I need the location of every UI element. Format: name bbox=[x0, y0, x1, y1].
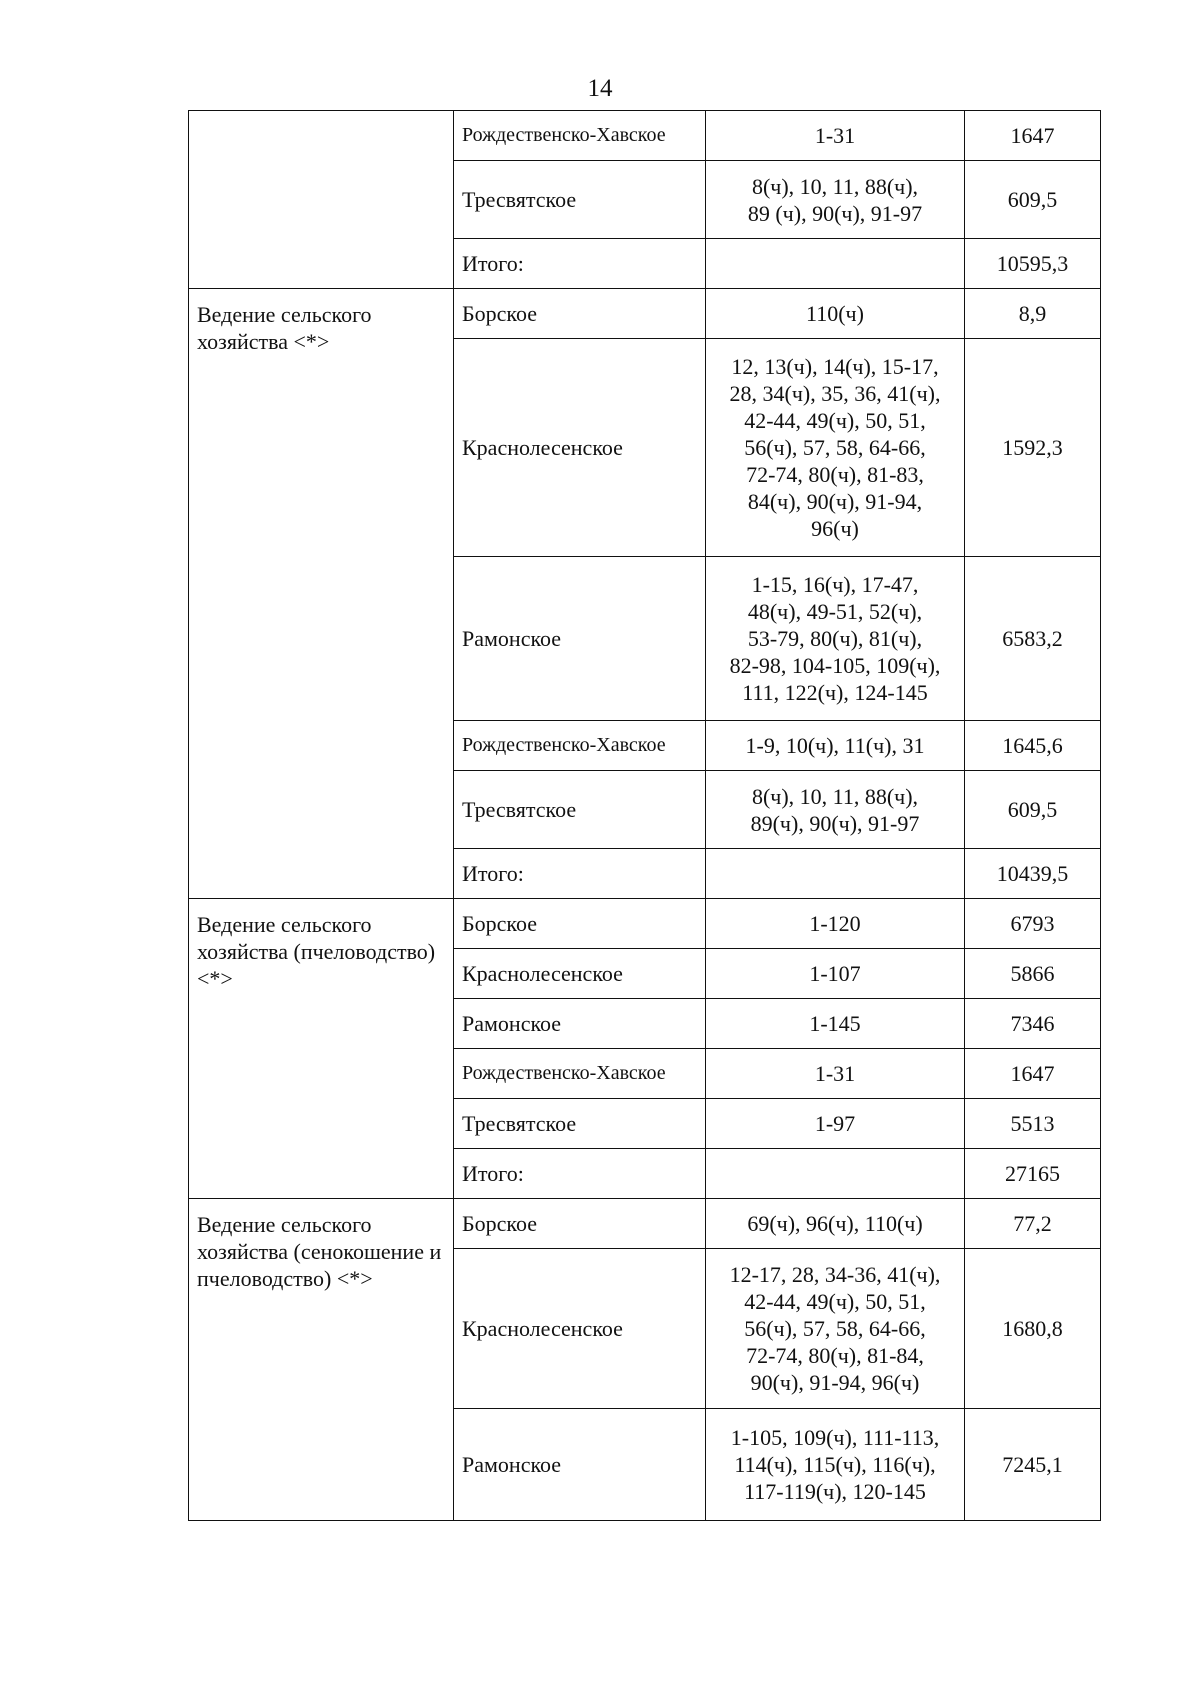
forestry-cell: Борское bbox=[454, 899, 706, 949]
blocks-line: 1-97 bbox=[814, 1111, 856, 1136]
blocks-line: 12-17, 28, 34-36, 41(ч), bbox=[729, 1262, 941, 1287]
area-cell: 7245,1 bbox=[965, 1409, 1101, 1521]
area-cell: 5866 bbox=[965, 949, 1101, 999]
blocks-line: 89 (ч), 90(ч), 91-97 bbox=[747, 200, 923, 226]
blocks-line: 56(ч), 57, 58, 64-66, bbox=[744, 1316, 926, 1341]
blocks-line: 1-31 bbox=[814, 1061, 856, 1086]
blocks-line: 42-44, 49(ч), 50, 51, bbox=[744, 408, 926, 433]
blocks-cell bbox=[706, 999, 965, 1049]
forestry-cell: Краснолесенское bbox=[454, 1249, 706, 1409]
page-number: 14 bbox=[587, 75, 613, 102]
forestry-cell: Рождественско-Хавское bbox=[454, 111, 706, 161]
purpose-cell bbox=[189, 111, 454, 289]
forestry-cell: Рамонское bbox=[454, 1409, 706, 1521]
area-cell: 1645,6 bbox=[965, 721, 1101, 771]
blocks-cell bbox=[706, 289, 965, 339]
blocks-cell bbox=[706, 1249, 965, 1409]
forestry-cell: Рамонское bbox=[454, 999, 706, 1049]
area-cell: 10595,3 bbox=[965, 239, 1101, 289]
blocks-cell bbox=[706, 1199, 965, 1249]
blocks-line: 1-15, 16(ч), 17-47, bbox=[751, 572, 919, 597]
table-row bbox=[189, 111, 1101, 161]
table-row bbox=[189, 899, 1101, 949]
area-cell: 77,2 bbox=[965, 1199, 1101, 1249]
forestry-cell: Рамонское bbox=[454, 557, 706, 721]
area-cell: 8,9 bbox=[965, 289, 1101, 339]
blocks-line: 8(ч), 10, 11, 88(ч), bbox=[751, 783, 919, 809]
blocks-cell bbox=[706, 557, 965, 721]
forestry-table bbox=[188, 110, 1101, 1521]
blocks-line: 72-74, 80(ч), 81-84, bbox=[746, 1343, 924, 1368]
blocks-line: 69(ч), 96(ч), 110(ч) bbox=[747, 1211, 923, 1236]
blocks-line: 1-31 bbox=[814, 123, 856, 148]
forestry-cell: Тресвятское bbox=[454, 161, 706, 239]
purpose-cell: Ведение сельского хозяйства (пчеловодство) <*> bbox=[189, 899, 454, 1199]
blocks-line: 111, 122(ч), 124-145 bbox=[742, 680, 928, 705]
forestry-cell: Рождественско-Хавское bbox=[454, 721, 706, 771]
forestry-cell: Краснолесенское bbox=[454, 339, 706, 557]
area-cell: 609,5 bbox=[965, 771, 1101, 849]
area-cell: 7346 bbox=[965, 999, 1101, 1049]
blocks-line: 114(ч), 115(ч), 116(ч), bbox=[734, 1452, 936, 1477]
blocks-cell bbox=[706, 849, 965, 899]
blocks-line: 53-79, 80(ч), 81(ч), bbox=[747, 626, 923, 651]
blocks-cell bbox=[706, 1099, 965, 1149]
blocks-line: 56(ч), 57, 58, 64-66, bbox=[744, 435, 926, 460]
blocks-cell bbox=[706, 111, 965, 161]
blocks-line: 28, 34(ч), 35, 36, 41(ч), bbox=[729, 381, 941, 406]
forestry-cell: Борское bbox=[454, 289, 706, 339]
forestry-cell: Итого: bbox=[454, 239, 706, 289]
purpose-cell: Ведение сельского хозяйства <*> bbox=[189, 289, 454, 899]
blocks-line: 1-105, 109(ч), 111-113, bbox=[730, 1425, 940, 1450]
blocks-cell bbox=[706, 339, 965, 557]
blocks-line: 72-74, 80(ч), 81-83, bbox=[746, 462, 924, 487]
purpose-cell: Ведение сельского хозяйства (сенокошение и пчеловодство) <*> bbox=[189, 1199, 454, 1521]
area-cell: 1647 bbox=[965, 1049, 1101, 1099]
blocks-line: 89(ч), 90(ч), 91-97 bbox=[750, 810, 920, 836]
blocks-line: 96(ч) bbox=[811, 516, 859, 541]
blocks-line: 8(ч), 10, 11, 88(ч), bbox=[751, 173, 919, 199]
blocks-line: 1-120 bbox=[809, 911, 861, 936]
blocks-line: 90(ч), 91-94, 96(ч) bbox=[750, 1370, 920, 1395]
blocks-cell bbox=[706, 1149, 965, 1199]
forestry-cell: Рождественско-Хавское bbox=[454, 1049, 706, 1099]
blocks-cell bbox=[706, 1049, 965, 1099]
blocks-cell bbox=[706, 949, 965, 999]
blocks-cell bbox=[706, 1409, 965, 1521]
blocks-line: 48(ч), 49-51, 52(ч), bbox=[747, 599, 923, 624]
area-cell: 1647 bbox=[965, 111, 1101, 161]
blocks-cell bbox=[706, 721, 965, 771]
blocks-line: 84(ч), 90(ч), 91-94, bbox=[747, 489, 923, 514]
area-cell: 6583,2 bbox=[965, 557, 1101, 721]
blocks-line: 1-145 bbox=[809, 1011, 861, 1036]
area-cell: 1680,8 bbox=[965, 1249, 1101, 1409]
forestry-cell: Тресвятское bbox=[454, 771, 706, 849]
area-cell: 609,5 bbox=[965, 161, 1101, 239]
area-cell: 27165 bbox=[965, 1149, 1101, 1199]
blocks-cell bbox=[706, 771, 965, 849]
area-cell: 10439,5 bbox=[965, 849, 1101, 899]
forestry-cell: Краснолесенское bbox=[454, 949, 706, 999]
area-cell: 5513 bbox=[965, 1099, 1101, 1149]
blocks-line: 110(ч) bbox=[806, 301, 864, 326]
blocks-line: 12, 13(ч), 14(ч), 15-17, bbox=[731, 354, 939, 379]
blocks-line: 1-9, 10(ч), 11(ч), 31 bbox=[745, 733, 925, 758]
table-row bbox=[189, 289, 1101, 339]
blocks-line: 42-44, 49(ч), 50, 51, bbox=[744, 1289, 926, 1314]
blocks-line: 1-107 bbox=[809, 961, 861, 986]
blocks-line: 117-119(ч), 120-145 bbox=[744, 1479, 926, 1504]
forestry-cell: Итого: bbox=[454, 849, 706, 899]
forestry-cell: Тресвятское bbox=[454, 1099, 706, 1149]
area-cell: 1592,3 bbox=[965, 339, 1101, 557]
blocks-line: 82-98, 104-105, 109(ч), bbox=[729, 653, 941, 678]
forestry-cell: Итого: bbox=[454, 1149, 706, 1199]
blocks-cell bbox=[706, 899, 965, 949]
forestry-cell: Борское bbox=[454, 1199, 706, 1249]
blocks-cell bbox=[706, 161, 965, 239]
blocks-cell bbox=[706, 239, 965, 289]
area-cell: 6793 bbox=[965, 899, 1101, 949]
table-row bbox=[189, 1199, 1101, 1249]
